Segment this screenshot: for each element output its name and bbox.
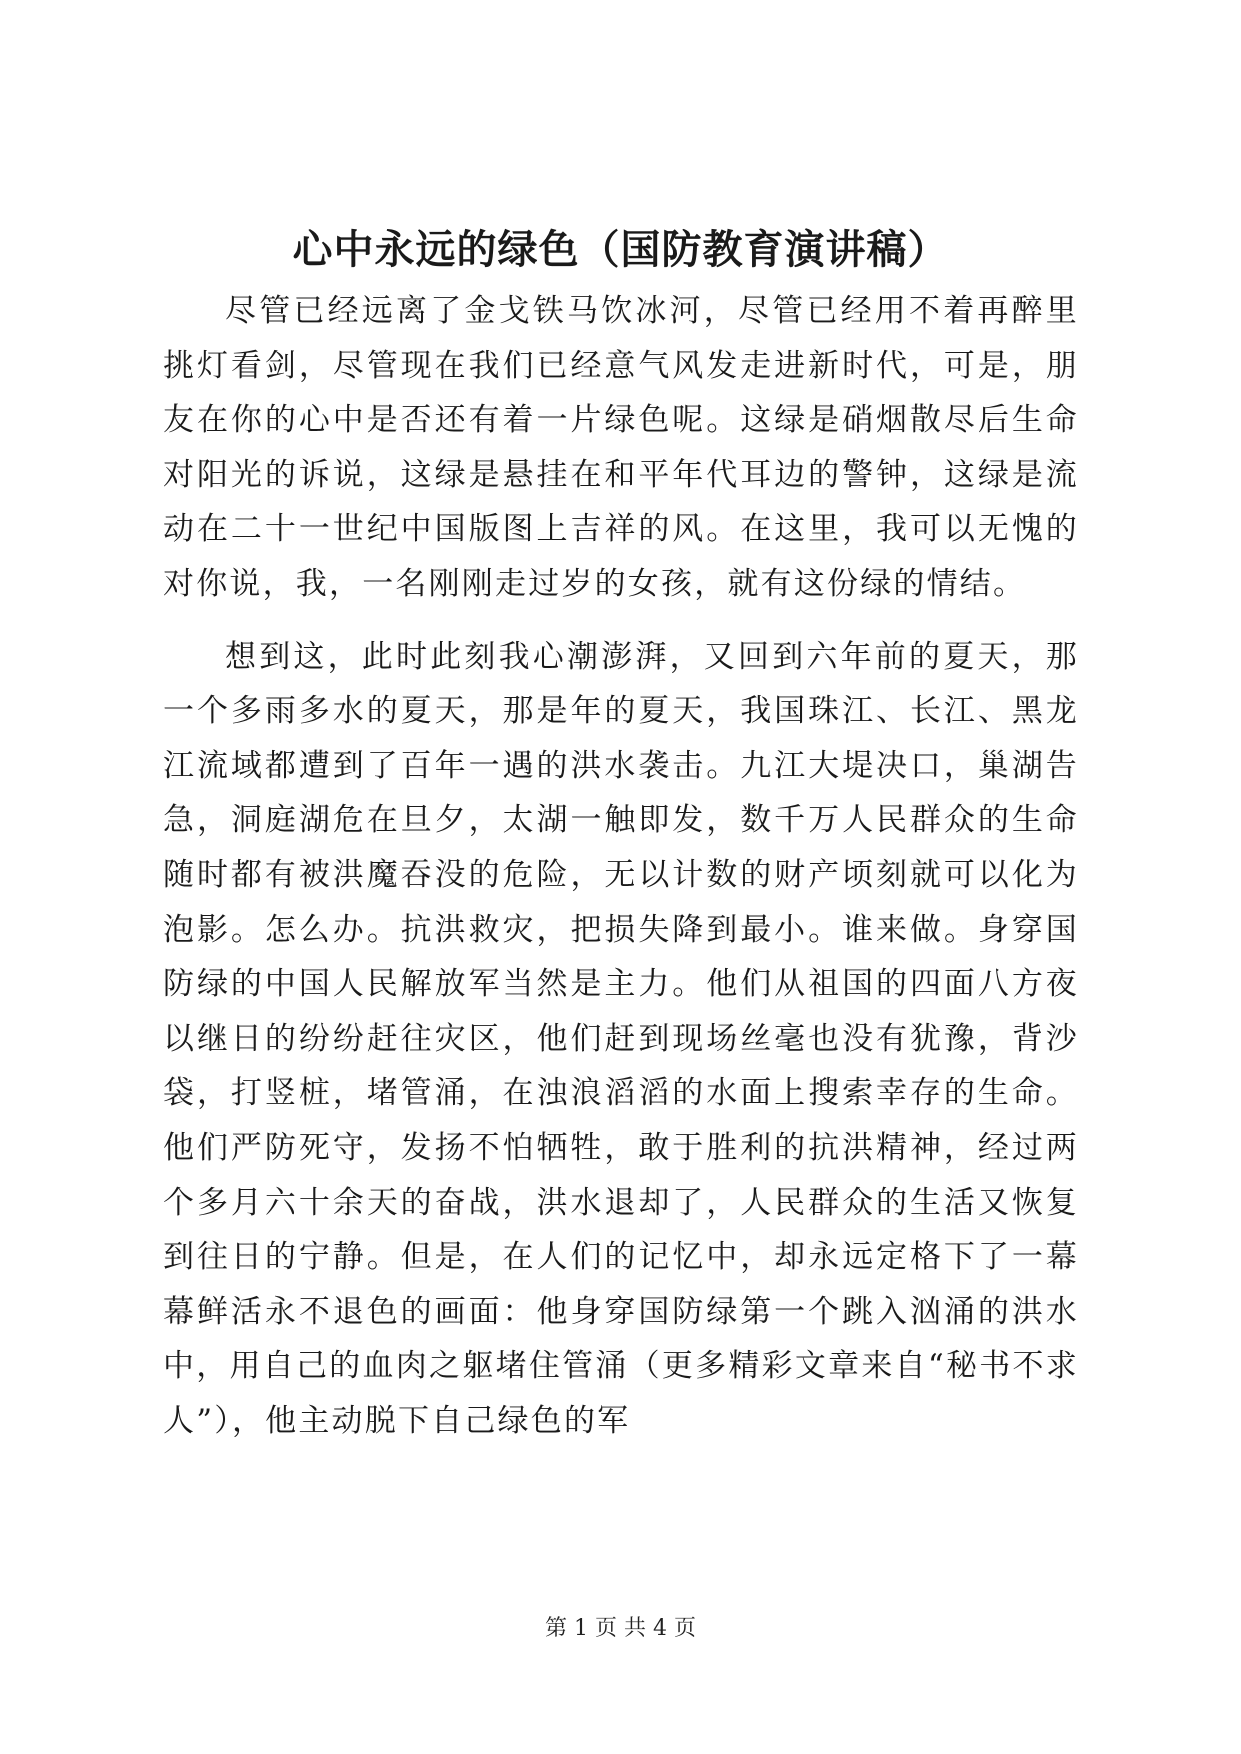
document-body (163, 284, 1079, 1448)
document-title: 心中永远的绿色（国防教育演讲稿） (292, 226, 949, 273)
paragraph: 想到这，此时此刻我心潮澎湃，又回到六年前的夏天，那一个多雨多水的夏天，那是年的夏天，我国珠江、长江、黑龙江流域都遭到了百年一遇的洪水袭击。九江大堤决口，巢湖告急，洞庭湖危在旦夕，太湖一触即发，数千万人民群众的生命随时都有被洪魔吞没的危险，无以计数的财产顷刻就可以化为泡影。怎么办。抗洪救灾，把损失降到最小。谁来做。身穿国防绿的中国人民解放军当然是主力。他们从祖国的四面八方夜以继日的纷纷赶往灾区，他们赶到现场丝毫也没有犹豫，背沙袋，打竖桩，堵管涌，在浊浪滔滔的水面上搜索幸存的生命。他们严防死守，发扬不怕牺牲，敢于胜利的抗洪精神，经过两个多月六十余天的奋战，洪水退却了，人民群众的生活又恢复到往日的宁静。但是，在人们的记忆中，却永远定格下了一幕幕鲜活永不退色的画面：他身穿国防绿第一个跳入汹涌的洪水中，用自己的血肉之躯堵住管涌（更多精彩文章来自“秘书不求人”），他主动脱下自己绿色的军 (163, 638, 1079, 1439)
paragraph: 尽管已经远离了金戈铁马饮冰河，尽管已经用不着再醉里挑灯看剑，尽管现在我们已经意气风发走进新时代，可是，朋友在你的心中是否还有着一片绿色呢。这绿是硝烟散尽后生命对阳光的诉说，这绿是悬挂在和平年代耳边的警钟，这绿是流动在二十一世纪中国版图上吉祥的风。在这里，我可以无愧的对你说，我，一名刚刚走过岁的女孩，就有这份绿的情结。 (163, 293, 1079, 602)
page-number-footer: 第 1 页 共 4 页 (545, 1616, 696, 1641)
